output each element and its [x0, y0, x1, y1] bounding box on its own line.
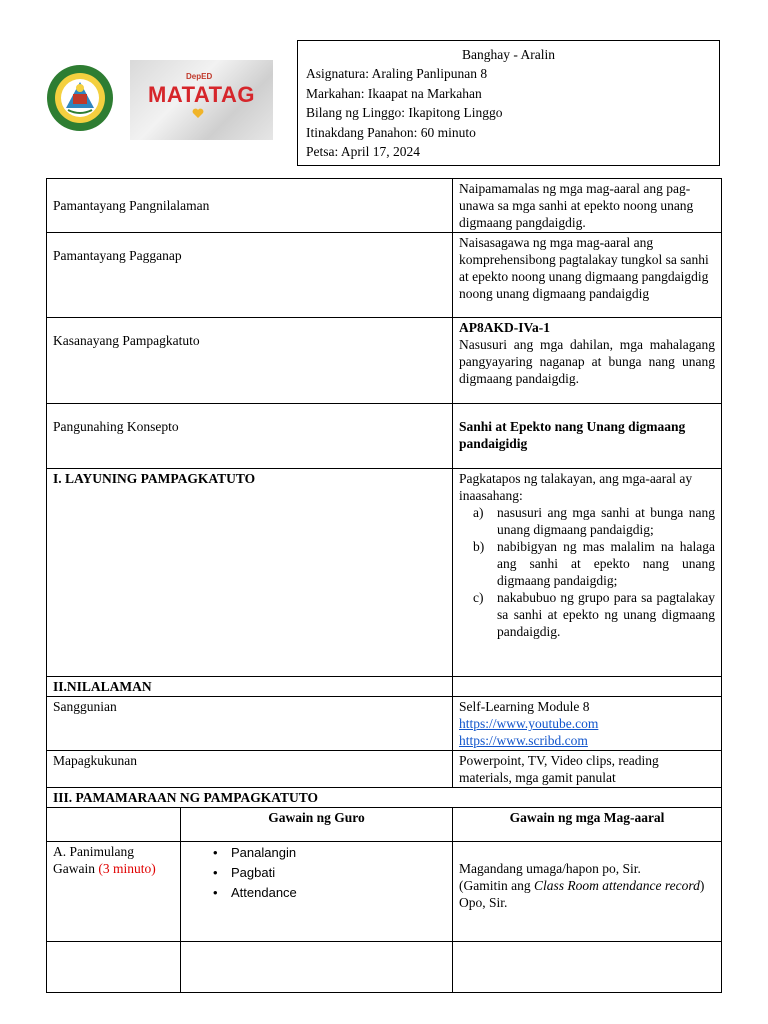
objective-text: nakabubuo ng grupo para sa pagtalakay sa sanhi at epekto ng unang digmaang pandaigdig.: [497, 590, 715, 639]
row-value: Naipamamalas ng mga mag-aaral ang pag-unawa sa mga sanhi at epekto noong unang digmaang pangdaigdig.: [453, 179, 722, 233]
matatag-wordmark: MATATAG: [148, 82, 255, 107]
student-response: Opo, Sir.: [459, 895, 508, 910]
list-marker: a): [473, 505, 484, 520]
list-item: • Pagbati: [231, 863, 446, 883]
table-row: [47, 942, 722, 993]
row-label: Kasanayang Pampagkatuto: [47, 318, 453, 404]
empty-cell: [453, 677, 722, 697]
row-value: [453, 318, 722, 404]
table-row: [47, 233, 722, 318]
subject-line: Asignatura: Araling Panlipunan 8: [306, 66, 488, 81]
empty-cell: [47, 942, 181, 993]
response-text: (Gamitin ang: [459, 878, 534, 893]
table-row: [47, 469, 722, 677]
date-line: Petsa: April 17, 2024: [306, 144, 420, 159]
objectives-list: [459, 504, 715, 640]
empty-cell: [453, 942, 722, 993]
row-label: Pamantayang Pangnilalaman: [47, 179, 453, 233]
table-row: [47, 788, 722, 808]
activity-label: A. Panimulang Gawain: [53, 844, 134, 876]
objectives-cell: [453, 469, 722, 677]
response-italic-text: Class Room attendance record: [533, 878, 700, 893]
table-row: [47, 677, 722, 697]
objectives-label: I. LAYUNING PAMPAGKATUTO: [47, 469, 453, 677]
table-row: [47, 318, 722, 404]
quarter-line: Markahan: Ikaapat na Markahan: [306, 85, 482, 101]
youtube-link[interactable]: https://www.youtube.com: [459, 716, 599, 731]
student-response: [459, 877, 715, 894]
row-value: Powerpoint, TV, Video clips, reading materials, mga gamit panulat: [453, 751, 722, 788]
list-marker: b): [473, 539, 485, 554]
heart-icon: [192, 108, 204, 118]
duration-line: Itinakdang Panahon: 60 minuto: [306, 124, 476, 140]
row-value: Naisasagawa ng mga mag-aaral ang komprehensibong pagtalakay tungkol sa sanhi at epekto noong unang digmaang pangdaigdig noong unang digmaang pandaigdig: [453, 233, 722, 318]
list-item: [473, 589, 715, 640]
student-responses-cell: [453, 842, 722, 942]
list-item: [473, 538, 715, 589]
table-row: [47, 842, 722, 942]
objective-text: nasusuri ang mga sanhi at bunga nang unang digmaang pandaigdig;: [497, 505, 715, 537]
list-item: • Panalangin: [231, 843, 446, 863]
division-seal-logo: [46, 64, 114, 132]
student-column-header: Gawain ng mga Mag-aaral: [453, 808, 722, 842]
table-row: [47, 751, 722, 788]
content-label: II.NILALAMAN: [47, 677, 453, 697]
objective-text: nabibigyan ng mas malalim na halaga ang sanhi at epekto nang unang digmaang pandaigdig;: [497, 539, 715, 588]
student-response: Magandang umaga/hapon po, Sir.: [459, 861, 641, 876]
table-row: [47, 808, 722, 842]
competency-text: Nasusuri ang mga dahilan, mga mahalagang pangyayaring naganap at bunga nang unang digmaang pandaigdig.: [459, 337, 715, 386]
row-label: Pamantayang Pagganap: [47, 233, 453, 318]
matatag-logo: [130, 60, 273, 140]
row-label: Pangunahing Konsepto: [47, 404, 453, 469]
deped-text: DepED: [186, 72, 213, 81]
list-item: [473, 504, 715, 538]
response-text: ): [699, 878, 705, 893]
main-concept: Sanhi at Epekto nang Unang digmaang pandaigidig: [453, 404, 722, 469]
procedure-label: III. PAMAMARAAN NG PAMPAGKATUTO: [47, 788, 722, 808]
list-item: • Attendance: [231, 883, 446, 903]
week-line: Bilang ng Linggo: Ikapitong Linggo: [306, 105, 503, 120]
objectives-intro: Pagkatapos ng talakayan, ang mga-aaral ay inaasahang:: [459, 471, 693, 503]
competency-code: AP8AKD-IVa-1: [459, 320, 550, 335]
activity-label-cell: [47, 842, 181, 942]
module-text: Self-Learning Module 8: [459, 699, 590, 714]
activity-time: (3 minuto): [98, 861, 156, 876]
empty-cell: [181, 942, 453, 993]
empty-cell: [47, 808, 181, 842]
references-cell: [453, 697, 722, 751]
lesson-plan-title: Banghay - Aralin: [462, 47, 555, 62]
lesson-header-box: [297, 40, 720, 166]
teacher-activities-cell: [181, 842, 453, 942]
lesson-plan-table: [46, 178, 722, 993]
row-label: Sanggunian: [47, 697, 453, 751]
table-row: [47, 697, 722, 751]
scribd-link[interactable]: https://www.scribd.com: [459, 733, 588, 748]
table-row: [47, 404, 722, 469]
header-logos: [46, 60, 286, 144]
teacher-activities-list: [187, 843, 446, 903]
teacher-column-header: Gawain ng Guro: [181, 808, 453, 842]
list-marker: c): [473, 590, 484, 605]
table-row: [47, 179, 722, 233]
row-label: Mapagkukunan: [47, 751, 453, 788]
